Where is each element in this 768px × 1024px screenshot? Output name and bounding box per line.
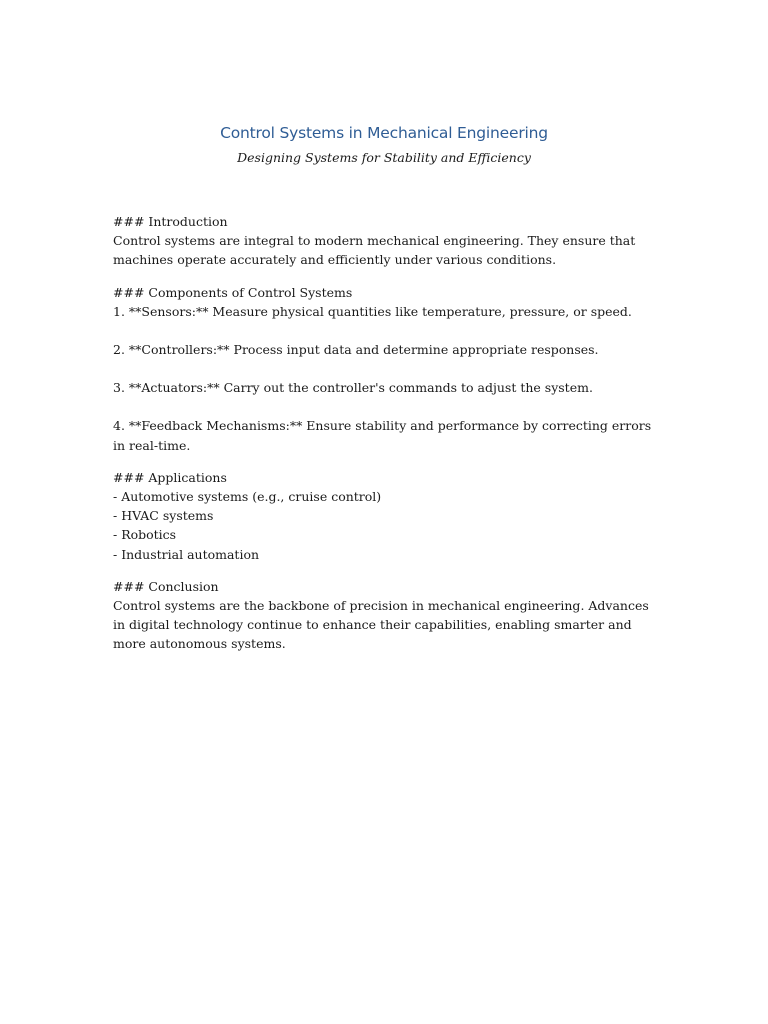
introduction-heading: ### Introduction	[113, 214, 228, 229]
section-components	[113, 283, 658, 455]
document-subtitle: Designing Systems for Stability and Efficiency	[237, 150, 531, 165]
section-conclusion	[113, 577, 658, 654]
section-introduction	[113, 212, 658, 270]
component-item-feedback: 4. **Feedback Mechanisms:** Ensure stability and performance by correcting errors in real-time.	[113, 418, 652, 453]
component-item-controllers: 2. **Controllers:** Process input data and determine appropriate responses.	[113, 342, 599, 358]
applications-heading: ### Applications	[113, 469, 227, 485]
application-item-automotive: - Automotive systems (e.g., cruise control)	[113, 489, 382, 505]
document-body	[113, 212, 658, 667]
document-title: Control Systems in Mechanical Engineering	[220, 124, 548, 142]
application-item-industrial: - Industrial automation	[113, 546, 260, 562]
application-item-hvac: - HVAC systems	[113, 508, 214, 524]
component-item-actuators: 3. **Actuators:** Carry out the controller's commands to adjust the system.	[113, 380, 593, 396]
conclusion-text: Control systems are the backbone of precision in mechanical engineering. Advances in digital technology continue to enhance their capabilities, enabling smarter and more autonomous systems.	[113, 598, 649, 652]
component-item-sensors: 1. **Sensors:** Measure physical quantities like temperature, pressure, or speed.	[113, 303, 632, 319]
section-applications	[113, 468, 658, 564]
application-item-robotics: - Robotics	[113, 527, 177, 543]
introduction-text: Control systems are integral to modern mechanical engineering. They ensure that machines operate accurately and efficiently under various conditions.	[113, 233, 636, 268]
conclusion-heading: ### Conclusion	[113, 578, 219, 594]
components-heading: ### Components of Control Systems	[113, 284, 353, 300]
